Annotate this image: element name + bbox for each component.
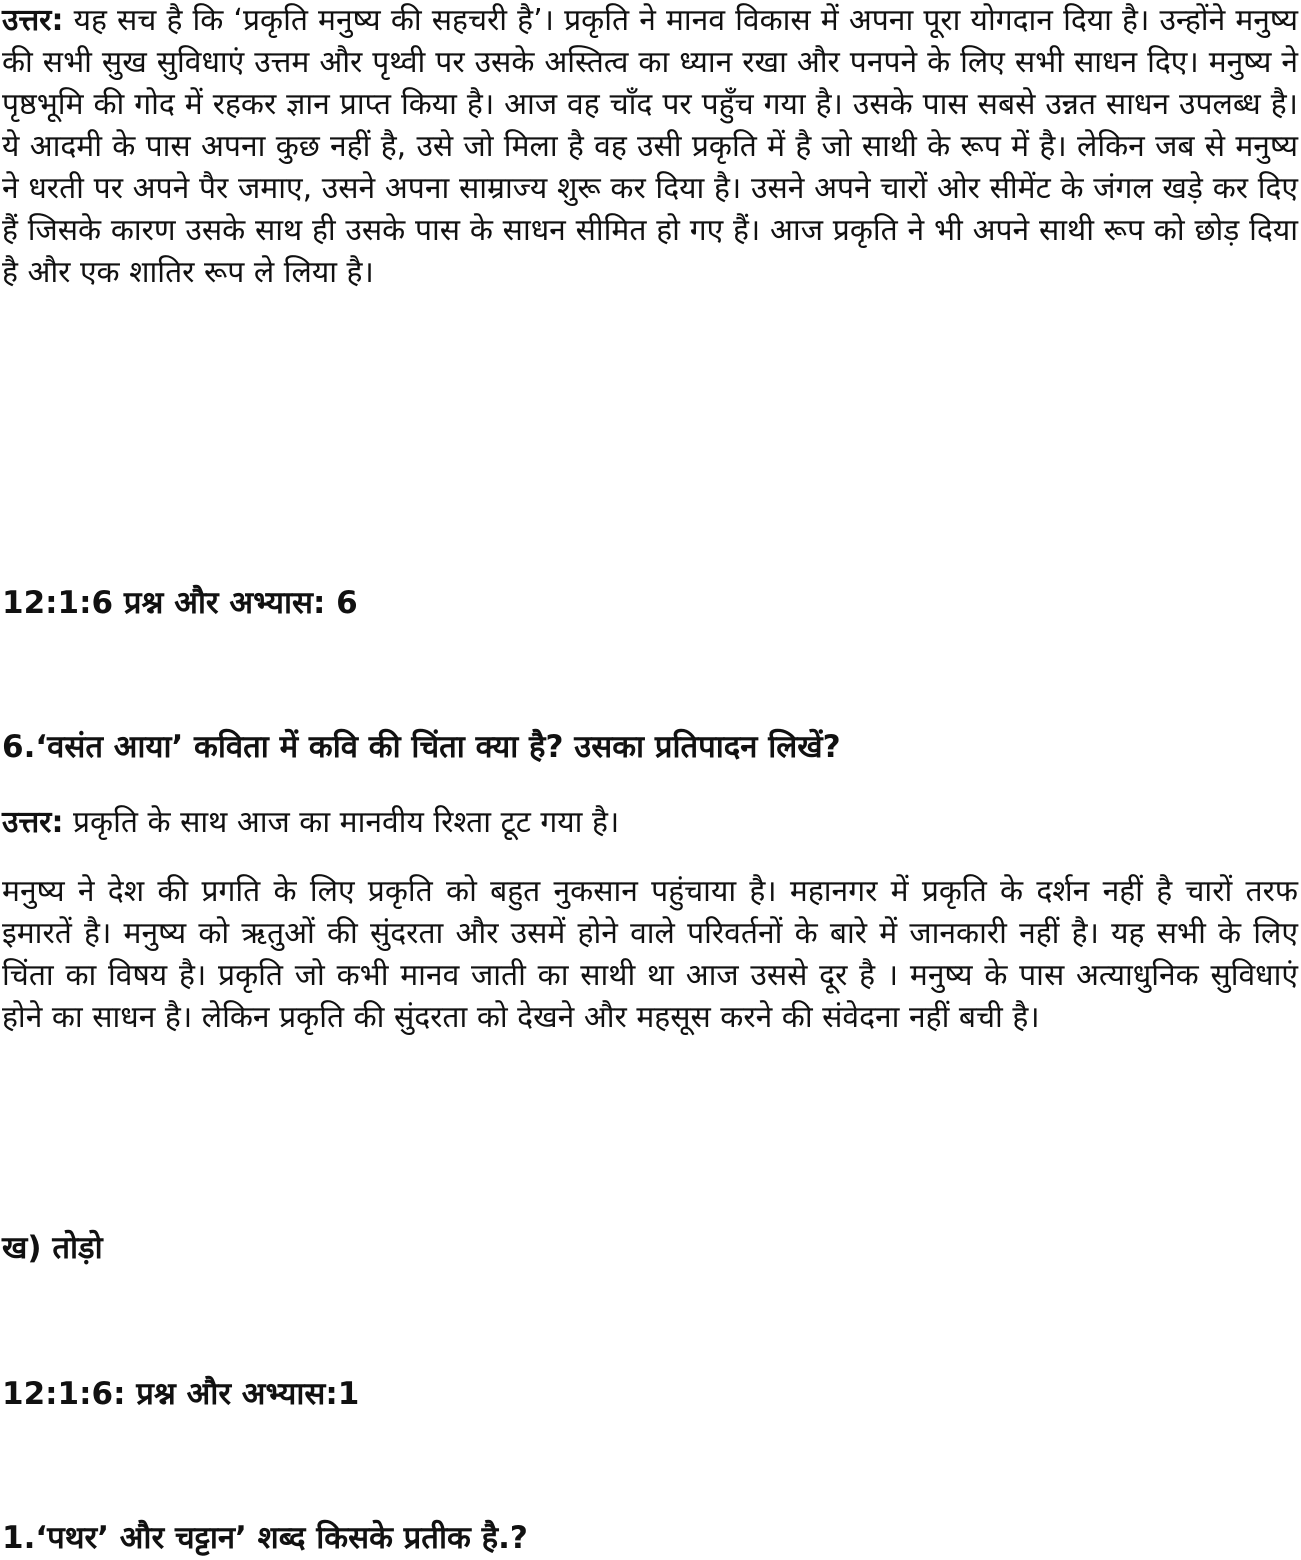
answer-label: उत्तर: <box>2 3 64 38</box>
question-1: 1.‘पथर’ और चट्टान’ शब्द किसके प्रतीक है.? <box>2 1520 528 1556</box>
question-6: 6.‘वसंत आया’ कविता में कवि की चिंता क्या है? उसका प्रतिपादन लिखें? <box>2 729 841 765</box>
answer-paragraph-3: मनुष्य ने देश की प्रगति के लिए प्रकृति को बहुत नुकसान पहुंचाया है। महानगर में प्रकृति के दर्शन नहीं है चारों तरफ इमारतें है। मनुष्य को ऋतुओं की सुंदरता और उसमें होने वाले परिवर्तनों के बारे में जानकारी नहीं है। यह सभी के लिए चिंता का विषय है। प्रकृति जो कभी मानव जाती का साथी था आज उससे दूर है । मनुष्य के पास अत्याधुनिक सुविधाएं होने का साधन है। लेकिन प्रकृति की सुंदरता को देखने और महसूस करने की संवेदना नहीं बची है। <box>2 874 1298 1035</box>
answer-text-2: प्रकृति के साथ आज का मानवीय रिश्ता टूट गया है। <box>72 805 620 840</box>
answer-paragraph-2 <box>2 802 1298 844</box>
section-heading-kha: ख) तोड़ो <box>2 1230 103 1266</box>
answer-text-1: यह सच है कि ‘प्रकृति मनुष्य की सहचरी है’। प्रकृति ने मानव विकास में अपना पूरा योगदान दिया है। उन्होंने मनुष्य की सभी सुख सुविधाएं उत्तम और पृथ्वी पर उसके अस्तित्व का ध्यान रखा और पनपने के लिए सभी साधन दिए। मनुष्य ने पृष्ठभूमि की गोद में रहकर ज्ञान प्राप्त किया है। आज वह चाँद पर पहुँच गया है। उसके पास सबसे उन्नत साधन उपलब्ध है। ये आदमी के पास अपना कुछ नहीं है, उसे जो मिला है वह उसी प्रकृति में है जो साथी के रूप में है। लेकिन जब से मनुष्य ने धरती पर अपने पैर जमाए, उसने अपना साम्राज्य शुरू कर दिया है। उसने अपने चारों ओर सीमेंट के जंगल खड़े कर दिए हैं जिसके कारण उसके साथ ही उसके पास के साधन सीमित हो गए हैं। आज प्रकृति ने भी अपने साथी रूप को छोड़ दिया है और एक शातिर रूप ले लिया है। <box>2 3 1298 290</box>
section-heading-exercise-6: 12:1:6 प्रश्न और अभ्यास: 6 <box>2 585 358 621</box>
section-heading-exercise-1: 12:1:6: प्रश्न और अभ्यास:1 <box>2 1376 360 1412</box>
answer-paragraph-1 <box>2 0 1298 294</box>
answer-label: उत्तर: <box>2 805 64 840</box>
